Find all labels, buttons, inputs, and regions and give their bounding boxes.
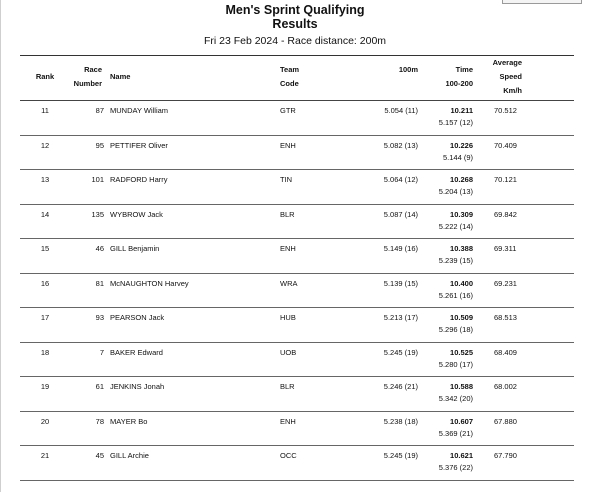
total-time-cell: 10.226: [450, 140, 473, 150]
page-subtitle: Fri 23 Feb 2024 - Race distance: 200m: [203, 35, 387, 47]
col-header-kmh-label: Km/h: [503, 86, 522, 95]
col-header-time-label: Time: [455, 65, 473, 74]
split-100-200-cell: 5.369 (21): [438, 428, 473, 438]
rank-cell: 20: [40, 416, 50, 426]
race-number-cell: 93: [95, 313, 104, 322]
team-code-cell: ENH: [280, 416, 296, 426]
race-number-cell: 95: [95, 140, 104, 150]
race-number-cell: 81: [95, 278, 104, 288]
average-speed-cell: 70.512: [494, 106, 517, 115]
col-header-rank-label: Rank: [35, 72, 55, 81]
split-100-200-cell: 5.261 (16): [438, 290, 473, 300]
split-100-200-cell: 5.204 (13): [438, 187, 473, 196]
team-code-cell: ENH: [280, 140, 296, 150]
average-speed-cell: 67.790: [494, 451, 517, 460]
race-number-cell: 78: [95, 416, 104, 426]
team-code-cell: BLR: [280, 382, 295, 391]
time-100m-cell: 5.064 (12): [383, 175, 418, 184]
time-100m-cell: 5.139 (15): [383, 278, 418, 288]
table-row: [20, 170, 574, 205]
rider-name-cell: PEARSON Jack: [110, 313, 165, 322]
col-header-race-number: [64, 63, 102, 91]
average-speed-cell: 68.409: [494, 347, 517, 357]
table-row: [20, 446, 574, 481]
col-header-rank: [32, 70, 58, 84]
average-speed-cell: 67.880: [494, 416, 517, 426]
race-number-cell: 135: [91, 209, 104, 219]
split-100-200-cell: 5.376 (22): [438, 463, 473, 472]
total-time-cell: 10.309: [450, 209, 473, 219]
rider-name-cell: MAYER Bo: [110, 416, 148, 426]
split-100-200-cell: 5.239 (15): [438, 256, 473, 265]
average-speed-cell: 68.513: [494, 313, 517, 322]
total-time-cell: 10.509: [450, 313, 473, 322]
team-code-cell: ENH: [280, 244, 296, 253]
col-header-name: [110, 70, 130, 84]
rank-cell: 12: [40, 140, 50, 150]
col-header-average-label: Average: [492, 58, 522, 67]
race-number-cell: 101: [91, 175, 104, 184]
team-code-cell: GTR: [280, 106, 296, 115]
total-time-cell: 10.525: [450, 347, 473, 357]
table-row: [20, 136, 574, 171]
col-header-number-label: Number: [73, 79, 102, 88]
team-code-cell: OCC: [280, 451, 297, 460]
col-header-100m-label: 100m: [398, 65, 418, 74]
table-row: [20, 308, 574, 343]
col-header-code-label: Code: [280, 79, 299, 88]
col-header-name-label: Name: [110, 72, 131, 81]
average-speed-cell: 70.409: [494, 140, 517, 150]
total-time-cell: 10.400: [450, 278, 473, 288]
time-100m-cell: 5.054 (11): [384, 106, 418, 115]
time-100m-cell: 5.245 (19): [383, 451, 418, 460]
race-number-cell: 61: [95, 382, 104, 391]
results-table: [20, 101, 574, 481]
page-title: Men's Sprint Qualifying: [225, 3, 365, 17]
rank-cell: 11: [41, 106, 49, 115]
table-row: [20, 274, 574, 309]
col-header-split-label: 100-200: [445, 79, 473, 88]
rider-name-cell: GILL Archie: [110, 451, 149, 460]
rank-cell: 18: [40, 347, 50, 357]
rank-cell: 16: [40, 278, 50, 288]
rank-cell: 21: [40, 451, 50, 460]
team-code-cell: HUB: [280, 313, 296, 322]
team-code-cell: WRA: [280, 278, 298, 288]
team-code-cell: TIN: [280, 175, 293, 184]
table-row: [20, 343, 574, 378]
rider-name-cell: BAKER Edward: [110, 347, 163, 357]
col-header-average-speed: [484, 56, 522, 98]
split-100-200-cell: 5.157 (12): [438, 118, 473, 127]
col-header-time: [430, 63, 473, 91]
race-number-cell: 46: [95, 244, 104, 253]
rider-name-cell: RADFORD Harry: [110, 175, 168, 184]
rider-name-cell: McNAUGHTON Harvey: [110, 278, 189, 288]
table-row: [20, 412, 574, 447]
rank-cell: 15: [40, 244, 50, 253]
rider-name-cell: PETTIFER Oliver: [110, 140, 168, 150]
average-speed-cell: 69.842: [494, 209, 517, 219]
rider-name-cell: GILL Benjamin: [110, 244, 160, 253]
race-number-cell: 87: [95, 106, 104, 115]
average-speed-cell: 69.231: [494, 278, 517, 288]
rank-cell: 17: [40, 313, 50, 322]
race-number-cell: 7: [99, 347, 104, 357]
split-100-200-cell: 5.296 (18): [438, 325, 473, 334]
rider-name-cell: WYBROW Jack: [110, 209, 163, 219]
total-time-cell: 10.607: [450, 416, 473, 426]
rank-cell: 13: [40, 175, 50, 184]
col-header-team-label: Team: [280, 65, 300, 74]
col-header-100m: [380, 63, 418, 77]
team-code-cell: BLR: [280, 209, 295, 219]
table-row: [20, 239, 574, 274]
rider-name-cell: JENKINS Jonah: [110, 382, 165, 391]
time-100m-cell: 5.246 (21): [383, 382, 418, 391]
total-time-cell: 10.388: [450, 244, 473, 253]
time-100m-cell: 5.087 (14): [383, 209, 418, 219]
total-time-cell: 10.621: [450, 451, 473, 460]
time-100m-cell: 5.213 (17): [383, 313, 418, 322]
rank-cell: 19: [40, 382, 50, 391]
table-row: [20, 377, 574, 412]
table-row: [20, 205, 574, 240]
race-number-cell: 45: [95, 451, 104, 460]
time-100m-cell: 5.245 (19): [383, 347, 418, 357]
time-100m-cell: 5.238 (18): [383, 416, 418, 426]
col-header-race-label: Race: [84, 65, 102, 74]
split-100-200-cell: 5.342 (20): [438, 394, 473, 403]
page-edge: [0, 0, 1, 492]
split-100-200-cell: 5.144 (9): [442, 152, 473, 162]
split-100-200-cell: 5.222 (14): [438, 221, 473, 231]
rank-cell: 14: [40, 209, 50, 219]
split-100-200-cell: 5.280 (17): [438, 359, 473, 369]
average-speed-cell: 69.311: [494, 244, 517, 253]
average-speed-cell: 70.121: [494, 175, 517, 184]
total-time-cell: 10.211: [450, 106, 473, 115]
table-row: [20, 101, 574, 136]
rider-name-cell: MUNDAY William: [110, 106, 169, 115]
team-code-cell: UOB: [280, 347, 297, 357]
total-time-cell: 10.268: [450, 175, 473, 184]
time-100m-cell: 5.082 (13): [383, 140, 418, 150]
col-header-speed-label: Speed: [499, 72, 522, 81]
total-time-cell: 10.588: [450, 382, 473, 391]
col-header-team-code: [280, 63, 299, 91]
page-title-line2: Results: [272, 17, 318, 31]
time-100m-cell: 5.149 (16): [383, 244, 418, 253]
average-speed-cell: 68.002: [494, 382, 517, 391]
